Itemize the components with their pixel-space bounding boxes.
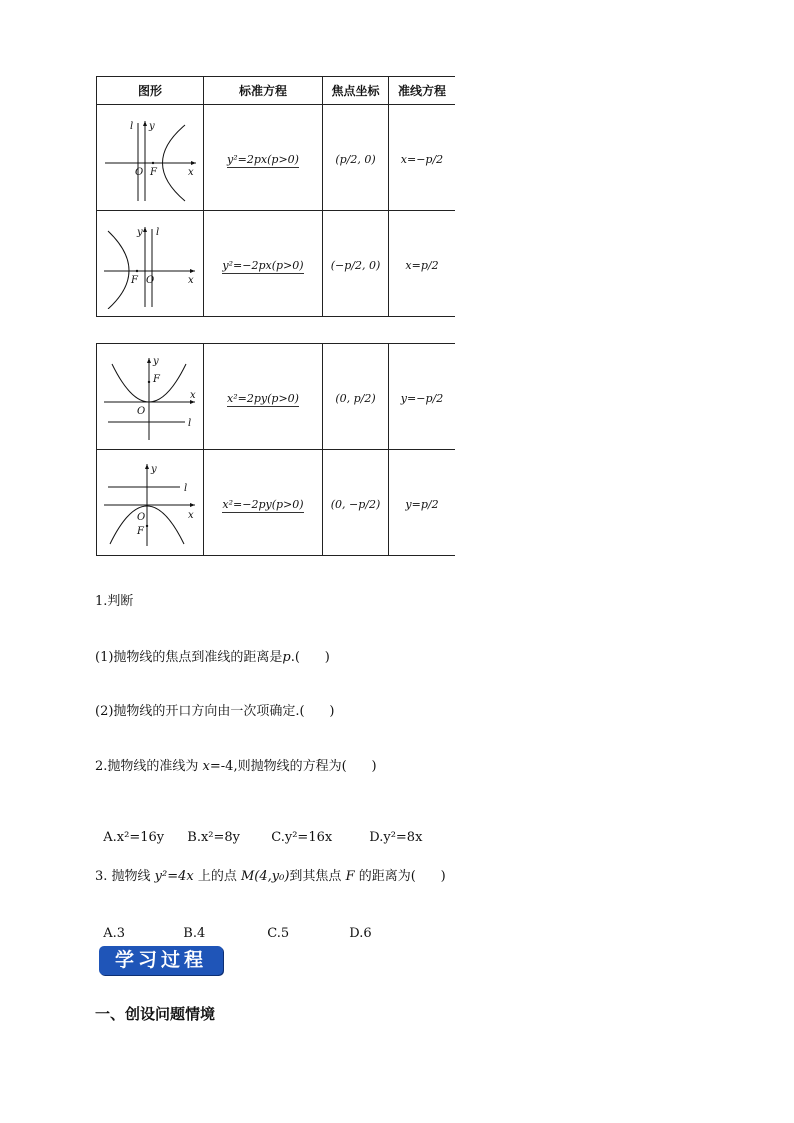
parabola-table-top [96,76,455,317]
svg-text:F: F [153,373,160,385]
header-equation: 标准方程 [204,77,323,105]
directrix-1: x=−p/2 [400,153,444,166]
graph-left-opening [97,211,204,317]
header-directrix: 准线方程 [389,77,456,105]
parabola-right-graph [100,113,200,203]
focus-3: (0, p/2) [335,392,376,405]
svg-text:F: F [131,274,138,286]
svg-text:y: y [137,226,143,238]
q3-option-c[interactable]: C.5 [267,926,290,941]
graph-right-opening [97,105,204,211]
focus-4: (0, −p/2) [330,498,381,511]
svg-text:l: l [184,482,188,494]
parabola-up-graph [100,352,200,442]
svg-text:O: O [137,405,146,417]
parabola-left-graph [100,219,200,309]
focus-1: (p/2, 0) [335,153,376,166]
svg-text:O: O [137,511,146,523]
study-process-banner: 学习过程 [99,946,223,975]
focus-2: (−p/2, 0) [330,259,381,272]
q3-option-b[interactable]: B.4 [183,926,206,941]
directrix-3: y=−p/2 [400,392,444,405]
directrix-2: x=p/2 [405,259,439,272]
equation-2: y²=−2px(p>0) [222,259,304,272]
graph-down-opening [97,450,204,556]
equation-4: x²=−2py(p>0) [222,498,304,511]
q2: 2.抛物线的准线为 x=-4,则抛物线的方程为( ) [95,759,377,774]
header-focus: 焦点坐标 [323,77,389,105]
svg-text:l: l [188,417,192,429]
svg-text:y: y [151,463,157,475]
section-title: 一、创设问题情境 [95,1005,216,1023]
q3-option-a[interactable]: A.3 [103,926,126,941]
q2-option-c[interactable]: C.y²=16x [271,830,333,845]
directrix-4: y=p/2 [405,498,439,511]
q3-options [95,911,372,941]
svg-text:O: O [135,166,144,178]
q3: 3. 抛物线 y²=4x 上的点 M(4,y₀)到其焦点 F 的距离为( ) [95,869,446,884]
q1-title: 1.判断 [95,594,134,609]
svg-text:y: y [153,355,159,367]
svg-text:x: x [188,166,194,178]
svg-text:x: x [188,274,194,286]
q2-option-d[interactable]: D.y²=8x [369,830,423,845]
equation-1: y²=2px(p>0) [227,153,299,166]
graph-up-opening [97,344,204,450]
svg-text:l: l [156,226,160,238]
parabola-table-bottom [96,343,455,556]
q2-option-a[interactable]: A.x²=16y [103,830,165,845]
svg-text:l: l [130,120,134,132]
q2-options [95,815,422,845]
svg-text:F: F [137,525,144,537]
svg-text:F: F [150,166,157,178]
svg-text:x: x [190,389,196,401]
parabola-down-graph [100,458,200,548]
q1-1: (1)抛物线的焦点到准线的距离是p.( ) [95,650,330,665]
svg-text:O: O [146,274,155,286]
q3-option-d[interactable]: D.6 [349,926,372,941]
svg-text:x: x [188,509,194,521]
q1-2: (2)抛物线的开口方向由一次项确定.( ) [95,704,335,719]
equation-3: x²=2py(p>0) [227,392,299,405]
svg-text:y: y [149,120,155,132]
header-graph: 图形 [97,77,204,105]
q2-option-b[interactable]: B.x²=8y [187,830,241,845]
